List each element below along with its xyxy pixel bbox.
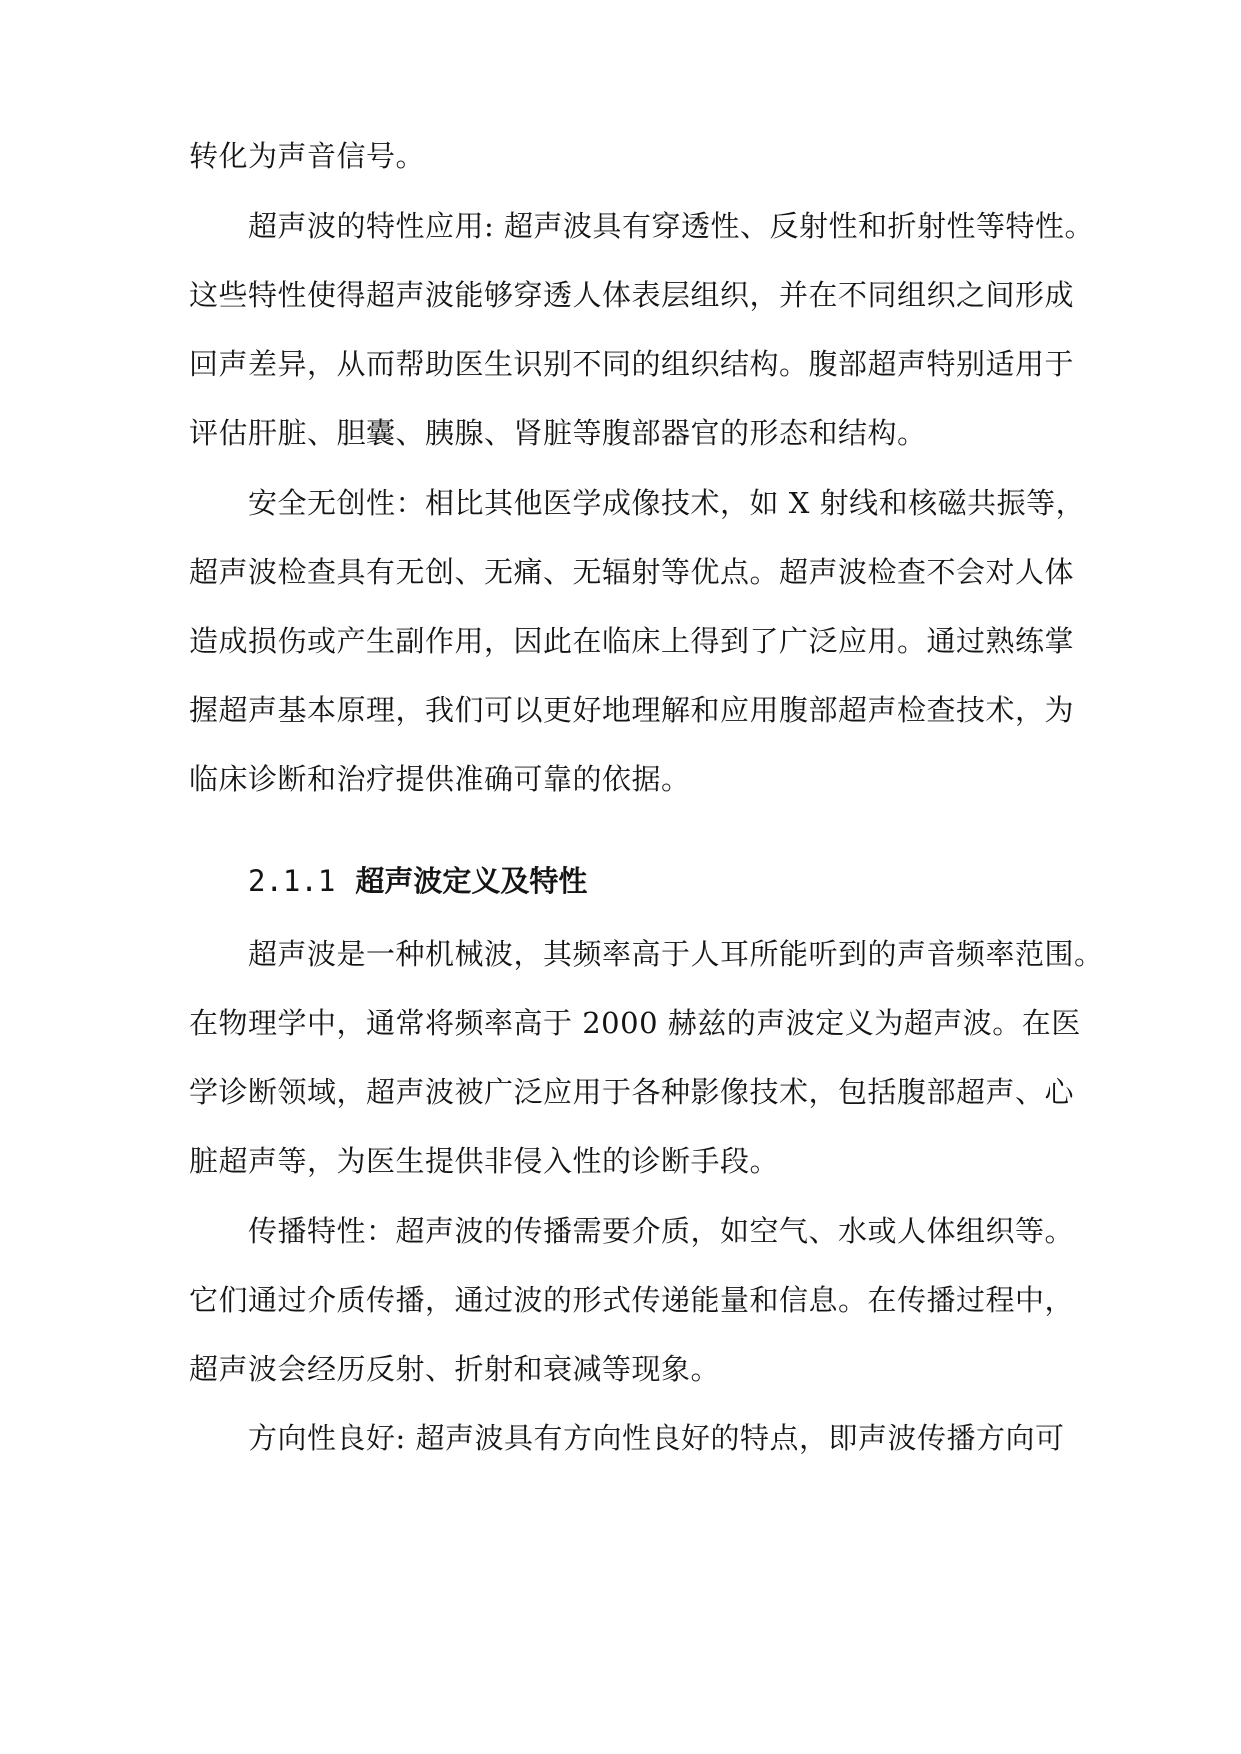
text-line: 方向性良好: 超声波具有方向性良好的特点，即声波传播方向可 [248,1421,1065,1455]
text-line: 造成损伤或产生副作用，因此在临床上得到了广泛应用。通过熟练掌 [189,624,1075,658]
text-line: 临床诊断和治疗提供准确可靠的依据。 [189,762,691,796]
section-number: 2.1.1 [248,864,336,898]
text-line: 评估肝脏、胆囊、胰腺、肾脏等腹部器官的形态和结构。 [189,416,927,450]
text-line: 在物理学中，通常将频率高于 2000 赫兹的声波定义为超声波。在医 [189,1006,1081,1040]
text-line: 转化为声音信号。 [189,139,426,173]
text-line: 这些特性使得超声波能够穿透人体表层组织，并在不同组织之间形成 [189,278,1075,312]
text-line: 它们通过介质传播，通过波的形式传递能量和信息。在传播过程中， [189,1283,1075,1317]
text-line: 传播特性：超声波的传播需要介质，如空气、水或人体组织等。 [248,1214,1075,1248]
text-line: 超声波的特性应用: 超声波具有穿透性、反射性和折射性等特性。 [248,209,1094,243]
text-line: 超声波检查具有无创、无痛、无辐射等优点。超声波检查不会对人体 [189,555,1075,589]
section-heading [248,863,587,899]
text-line: 脏超声等，为医生提供非侵入性的诊断手段。 [189,1144,780,1178]
text-line: 安全无创性：相比其他医学成像技术，如 X 射线和核磁共振等， [248,486,1086,520]
text-line: 超声波是一种机械波，其频率高于人耳所能听到的声音频率范围。 [248,937,1104,971]
text-line: 回声差异，从而帮助医生识别不同的组织结构。腹部超声特别适用于 [189,347,1075,381]
text-line: 握超声基本原理，我们可以更好地理解和应用腹部超声检查技术，为 [189,693,1075,727]
text-line: 超声波会经历反射、折射和衰减等现象。 [189,1352,721,1386]
text-line: 学诊断领域，超声波被广泛应用于各种影像技术，包括腹部超声、心 [189,1075,1075,1109]
section-title: 超声波定义及特性 [355,864,588,898]
